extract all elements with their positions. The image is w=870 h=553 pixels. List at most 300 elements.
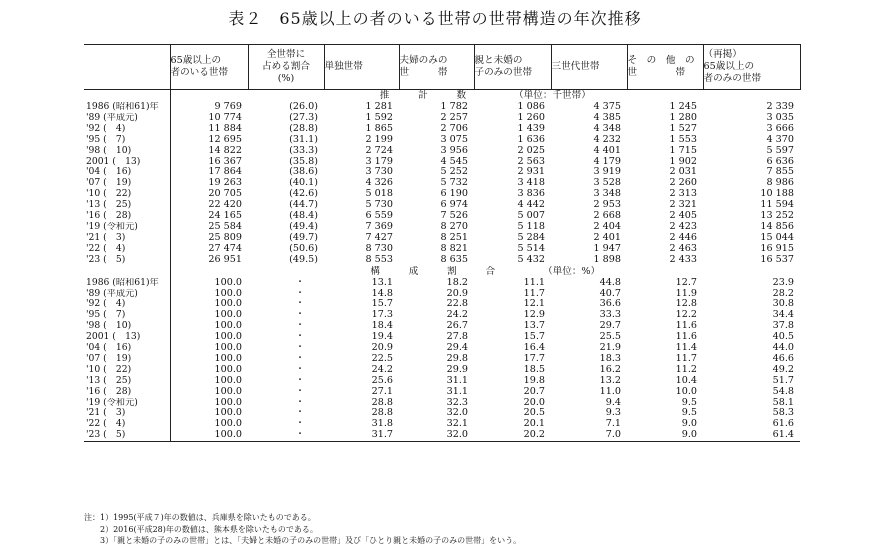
count-cell: 2 433 bbox=[669, 254, 697, 265]
ratio-cell: 22.5 bbox=[371, 353, 393, 364]
count-cell: 4 442 bbox=[517, 200, 545, 211]
ratio-cell: 31.7 bbox=[324, 430, 399, 441]
ratio-cell: 9.0 bbox=[627, 430, 703, 441]
count-cell: 2 199 bbox=[365, 134, 393, 145]
count-cell: 8 270 bbox=[440, 221, 468, 232]
table-row bbox=[84, 376, 800, 387]
table-row bbox=[84, 354, 800, 365]
count-cell: 8 635 bbox=[440, 254, 468, 265]
ratio-cell: 26.7 bbox=[446, 321, 468, 332]
ratio-cell: 9.5 bbox=[681, 397, 697, 408]
column-header-7: そ の 他 の 世 帯 bbox=[627, 45, 703, 90]
year-label: '22 ( 4) bbox=[86, 243, 126, 254]
ratio-cell: 100.0 bbox=[170, 310, 248, 321]
ratio-cell: 9.5 bbox=[681, 408, 697, 419]
count-cell: 4 348 bbox=[593, 123, 621, 134]
ratio-cell: 40.7 bbox=[599, 288, 621, 299]
ratio-cell: 58.3 bbox=[772, 408, 794, 419]
count-cell: 11 884 bbox=[170, 124, 248, 135]
ratio-cell: 100.0 bbox=[170, 289, 248, 300]
ratio-cell: 27.1 bbox=[371, 386, 393, 397]
table-row bbox=[84, 244, 800, 255]
ratio-cell: 20.2 bbox=[474, 430, 551, 441]
count-cell: 15 044 bbox=[760, 232, 794, 243]
year-label: '04 ( 16) bbox=[86, 343, 132, 354]
count-cell: 8 821 bbox=[440, 243, 468, 254]
count-cell: 1 260 bbox=[517, 112, 545, 123]
count-cell: 4 401 bbox=[593, 145, 621, 156]
ratio-cell: 34.4 bbox=[772, 310, 794, 321]
ratio-cell: 18.2 bbox=[446, 277, 468, 288]
ratio-cell: 31.1 bbox=[446, 386, 468, 397]
ratio-cell: 51.7 bbox=[772, 375, 794, 386]
table-row bbox=[84, 289, 800, 300]
year-label: '95 ( 7) bbox=[86, 310, 126, 321]
count-cell: 10 774 bbox=[170, 113, 248, 124]
column-header-6: 三世代世帯 bbox=[551, 45, 627, 90]
count-cell: 2 031 bbox=[669, 167, 697, 178]
column-header-5: 親と未婚の 子のみの世帯 bbox=[474, 45, 551, 90]
table-row bbox=[84, 102, 800, 113]
table-row bbox=[84, 343, 800, 354]
count-cell: 1 865 bbox=[365, 123, 393, 134]
count-cell: 6 636 bbox=[766, 156, 794, 167]
year-label: 1986 (昭和61)年 bbox=[86, 277, 159, 288]
ratio-cell: 100.0 bbox=[170, 430, 248, 441]
ratio-cell: 100.0 bbox=[170, 354, 248, 365]
year-label: '89 (平成元) bbox=[86, 112, 138, 123]
ratio-cell: ・ bbox=[295, 397, 305, 408]
count-cell: 3 528 bbox=[593, 178, 621, 189]
ratio-cell: 17.3 bbox=[371, 310, 393, 321]
count-cell: 5 252 bbox=[440, 167, 468, 178]
year-label: '07 ( 19) bbox=[86, 353, 132, 364]
ratio-cell: 13.7 bbox=[523, 321, 545, 332]
ratio-cell: 24.2 bbox=[446, 310, 468, 321]
ratio-cell: ・ bbox=[295, 299, 305, 310]
year-label: '13 ( 25) bbox=[86, 200, 132, 211]
ratio-cell: 29.8 bbox=[446, 353, 468, 364]
table-row bbox=[84, 200, 800, 211]
ratio-cell: 9.3 bbox=[605, 408, 621, 419]
ratio-cell: 28.2 bbox=[772, 288, 794, 299]
ratio-cell: ・ bbox=[295, 321, 305, 332]
section-heading bbox=[170, 90, 800, 103]
count-cell: (35.8) bbox=[289, 156, 318, 167]
count-cell: 16 537 bbox=[760, 254, 794, 265]
count-cell: 4 375 bbox=[593, 102, 621, 112]
table-row bbox=[84, 408, 800, 419]
count-cell: 2 463 bbox=[669, 243, 697, 254]
ratio-cell: ・ bbox=[295, 288, 305, 299]
year-label: '10 ( 22) bbox=[86, 364, 132, 375]
ratio-cell: 11.6 bbox=[675, 321, 697, 332]
ratio-cell: 28.8 bbox=[371, 397, 393, 408]
count-cell: 2 321 bbox=[669, 200, 697, 211]
count-cell: 1 947 bbox=[593, 243, 621, 254]
count-cell: 4 326 bbox=[365, 178, 393, 189]
count-cell: 2 563 bbox=[517, 156, 545, 167]
ratio-cell: 12.9 bbox=[523, 310, 545, 321]
ratio-cell: 11.6 bbox=[675, 332, 697, 343]
count-cell: 14 856 bbox=[760, 221, 794, 232]
year-label: '23 ( 5) bbox=[86, 254, 126, 265]
count-cell: 14 822 bbox=[170, 146, 248, 157]
year-label: '16 ( 28) bbox=[86, 211, 132, 222]
count-cell: 1 902 bbox=[669, 156, 697, 167]
count-cell: 2 339 bbox=[766, 102, 794, 112]
count-cell: 3 075 bbox=[440, 134, 468, 145]
section-unit: （単位：%） bbox=[543, 265, 601, 277]
count-cell: (31.1) bbox=[289, 134, 318, 145]
table-row bbox=[84, 365, 800, 376]
count-cell: 6 974 bbox=[440, 200, 468, 211]
count-cell: 2 724 bbox=[365, 145, 393, 156]
ratio-cell: 29.7 bbox=[599, 321, 621, 332]
ratio-cell: 12.2 bbox=[675, 310, 697, 321]
ratio-cell: 32.0 bbox=[446, 408, 468, 419]
table-row bbox=[84, 189, 800, 200]
count-cell: 25 809 bbox=[170, 233, 248, 244]
count-cell: (33.3) bbox=[289, 145, 318, 156]
ratio-cell: 11.9 bbox=[675, 288, 697, 299]
count-cell: 1 592 bbox=[365, 112, 393, 123]
footnote-2: 2）2016(平成28)年の数値は、熊本県を除いたものである。 bbox=[84, 524, 318, 534]
ratio-cell: 37.8 bbox=[772, 321, 794, 332]
ratio-cell: 11.7 bbox=[523, 288, 545, 299]
ratio-cell: 61.6 bbox=[772, 419, 794, 430]
ratio-cell: 16.2 bbox=[599, 364, 621, 375]
ratio-cell: 11.4 bbox=[675, 343, 697, 354]
count-cell: 1 245 bbox=[669, 102, 697, 112]
year-label: '16 ( 28) bbox=[86, 386, 132, 397]
count-cell: (44.7) bbox=[289, 200, 318, 211]
ratio-cell: 22.8 bbox=[446, 299, 468, 310]
ratio-cell: 11.1 bbox=[523, 277, 545, 288]
ratio-cell: 30.8 bbox=[772, 299, 794, 310]
column-header-1: 65歳以上の 者のいる世帯 bbox=[170, 45, 248, 90]
count-cell: 2 025 bbox=[517, 145, 545, 156]
table-row bbox=[84, 124, 800, 135]
count-cell: 5 597 bbox=[766, 145, 794, 156]
count-cell: 13 252 bbox=[760, 211, 794, 222]
ratio-cell: 25.6 bbox=[371, 375, 393, 386]
ratio-cell: 20.9 bbox=[371, 343, 393, 354]
ratio-cell: 20.7 bbox=[523, 386, 545, 397]
count-cell: (49.5) bbox=[289, 254, 318, 265]
household-structure-table bbox=[84, 44, 801, 442]
count-cell: 8 251 bbox=[440, 232, 468, 243]
ratio-cell: 24.2 bbox=[371, 364, 393, 375]
count-cell: 3 035 bbox=[766, 112, 794, 123]
column-header-2: 全世帯に 占める割合 (%) bbox=[248, 45, 324, 90]
footnotes bbox=[84, 512, 521, 547]
ratio-cell: 19.4 bbox=[371, 332, 393, 343]
ratio-cell: 27.8 bbox=[446, 332, 468, 343]
ratio-cell: ・ bbox=[295, 408, 305, 419]
year-label: '92 ( 4) bbox=[86, 299, 126, 310]
ratio-cell: 14.8 bbox=[371, 288, 393, 299]
count-cell: (49.7) bbox=[289, 232, 318, 243]
ratio-cell: 17.7 bbox=[523, 353, 545, 364]
ratio-cell: ・ bbox=[295, 364, 305, 375]
ratio-cell: 21.9 bbox=[599, 343, 621, 354]
table-row bbox=[84, 299, 800, 310]
ratio-cell: ・ bbox=[295, 343, 305, 354]
ratio-cell: 100.0 bbox=[170, 408, 248, 419]
count-cell: 27 474 bbox=[170, 244, 248, 255]
year-label: '07 ( 19) bbox=[86, 178, 132, 189]
year-label: 2001 ( 13) bbox=[86, 332, 141, 343]
ratio-cell: 32.3 bbox=[446, 397, 468, 408]
count-cell: 1 281 bbox=[365, 102, 393, 112]
count-cell: 7 526 bbox=[440, 211, 468, 222]
table-row bbox=[84, 255, 800, 266]
ratio-cell: 44.0 bbox=[772, 343, 794, 354]
count-cell: 2 446 bbox=[669, 232, 697, 243]
count-cell: 22 420 bbox=[170, 200, 248, 211]
count-cell: 8 986 bbox=[766, 178, 794, 189]
ratio-cell: 20.0 bbox=[523, 397, 545, 408]
table-row bbox=[84, 113, 800, 124]
ratio-cell: 20.5 bbox=[523, 408, 545, 419]
count-cell: 12 695 bbox=[170, 135, 248, 146]
ratio-cell: 100.0 bbox=[170, 278, 248, 289]
table-row bbox=[84, 222, 800, 233]
ratio-cell: 36.6 bbox=[599, 299, 621, 310]
ratio-cell: 25.5 bbox=[599, 332, 621, 343]
year-label: 2001 ( 13) bbox=[86, 156, 141, 167]
table-row bbox=[84, 233, 800, 244]
ratio-cell: ・ bbox=[248, 430, 324, 441]
year-label: '19 (令和元) bbox=[86, 397, 138, 408]
ratio-cell: 61.4 bbox=[703, 430, 800, 441]
count-cell: 3 956 bbox=[440, 145, 468, 156]
count-cell: 7 369 bbox=[365, 221, 393, 232]
count-cell: (49.4) bbox=[289, 221, 318, 232]
ratio-cell: 44.8 bbox=[599, 277, 621, 288]
count-cell: 4 385 bbox=[593, 112, 621, 123]
year-label: '98 ( 10) bbox=[86, 321, 132, 332]
count-cell: 24 165 bbox=[170, 211, 248, 222]
ratio-cell: 32.0 bbox=[399, 430, 474, 441]
count-cell: 2 260 bbox=[669, 178, 697, 189]
count-cell: 1 280 bbox=[669, 112, 697, 123]
count-cell: 4 179 bbox=[593, 156, 621, 167]
section-heading bbox=[170, 266, 800, 278]
count-cell: (50.6) bbox=[289, 243, 318, 254]
table-row bbox=[84, 178, 800, 189]
section-row-ratios bbox=[84, 266, 800, 278]
table-row bbox=[84, 332, 800, 343]
count-cell: 5 118 bbox=[517, 221, 545, 232]
count-cell: (42.6) bbox=[289, 189, 318, 200]
count-cell: 3 730 bbox=[365, 167, 393, 178]
table-row bbox=[84, 419, 800, 430]
ratio-cell: ・ bbox=[295, 353, 305, 364]
ratio-cell: 16.4 bbox=[523, 343, 545, 354]
ratio-cell: ・ bbox=[295, 332, 305, 343]
ratio-cell: 31.1 bbox=[446, 375, 468, 386]
table-row bbox=[84, 430, 800, 441]
count-cell: 5 730 bbox=[365, 200, 393, 211]
ratio-cell: 100.0 bbox=[170, 376, 248, 387]
ratio-cell: 9.4 bbox=[605, 397, 621, 408]
count-cell: 7 855 bbox=[766, 167, 794, 178]
footnote-3: 3）「親と未婚の子のみの世帯」とは、「夫婦と未婚の子のみの世帯」及び「ひとり親と未婚の子のみの世帯」をいう。 bbox=[84, 536, 522, 545]
year-label: '98 ( 10) bbox=[86, 145, 132, 156]
section-spacer bbox=[84, 266, 170, 278]
count-cell: 2 404 bbox=[593, 221, 621, 232]
count-cell: 5 732 bbox=[440, 178, 468, 189]
year-label: '95 ( 7) bbox=[86, 134, 126, 145]
count-cell: 7 427 bbox=[365, 232, 393, 243]
ratio-cell: 100.0 bbox=[170, 332, 248, 343]
count-cell: 11 594 bbox=[760, 200, 794, 211]
count-cell: 2 953 bbox=[593, 200, 621, 211]
count-cell: 19 263 bbox=[170, 178, 248, 189]
count-cell: 2 706 bbox=[440, 123, 468, 134]
ratio-cell: 100.0 bbox=[170, 398, 248, 409]
ratio-cell: ・ bbox=[295, 375, 305, 386]
ratio-cell: 10.4 bbox=[675, 375, 697, 386]
ratio-cell: 32.1 bbox=[446, 419, 468, 430]
table-row bbox=[84, 167, 800, 178]
section-row-counts bbox=[84, 90, 800, 103]
year-label: '22 ( 4) bbox=[86, 419, 126, 430]
count-cell: 10 188 bbox=[760, 189, 794, 200]
ratio-cell: 20.9 bbox=[446, 288, 468, 299]
footnote-1: 注：1）1995(平成７)年の数値は、兵庫県を除いたものである。 bbox=[84, 513, 316, 522]
year-label: '13 ( 25) bbox=[86, 375, 132, 386]
ratio-cell: 28.8 bbox=[371, 408, 393, 419]
table-row bbox=[84, 398, 800, 409]
header-row bbox=[84, 45, 800, 90]
count-cell: 3 666 bbox=[766, 123, 794, 134]
year-label: '19 (令和元) bbox=[86, 221, 138, 232]
count-cell: 6 190 bbox=[440, 189, 468, 200]
year-label: '10 ( 22) bbox=[86, 189, 132, 200]
count-cell: 4 545 bbox=[440, 156, 468, 167]
count-cell: 9 769 bbox=[170, 102, 248, 113]
year-label: '04 ( 16) bbox=[86, 167, 132, 178]
ratio-cell: 18.5 bbox=[523, 364, 545, 375]
ratio-cell: 18.4 bbox=[371, 321, 393, 332]
column-header-0 bbox=[84, 45, 170, 90]
count-cell: 4 232 bbox=[593, 134, 621, 145]
page-title: 表２ 65歳以上の者のいる世帯の世帯構造の年次推移 bbox=[228, 9, 642, 28]
count-cell: 1 439 bbox=[517, 123, 545, 134]
count-cell: 17 864 bbox=[170, 167, 248, 178]
count-cell: 8 730 bbox=[365, 243, 393, 254]
ratio-cell: 49.2 bbox=[772, 364, 794, 375]
column-header-4: 夫婦のみの 世 帯 bbox=[399, 45, 474, 90]
ratio-cell: ・ bbox=[295, 277, 305, 288]
ratio-cell: 11.0 bbox=[599, 386, 621, 397]
year-label: '92 ( 4) bbox=[86, 123, 126, 134]
count-cell: 2 313 bbox=[669, 189, 697, 200]
table-row bbox=[84, 387, 800, 398]
count-cell: 1 553 bbox=[669, 134, 697, 145]
count-cell: (48.4) bbox=[289, 211, 318, 222]
count-cell: (27.3) bbox=[289, 112, 318, 123]
count-cell: 1 782 bbox=[440, 102, 468, 112]
ratio-cell: 100.0 bbox=[170, 365, 248, 376]
count-cell: 6 559 bbox=[365, 211, 393, 222]
year-label: '21 ( 3) bbox=[86, 408, 126, 419]
table-row bbox=[84, 135, 800, 146]
year-label: '89 (平成元) bbox=[86, 288, 138, 299]
ratio-cell: ・ bbox=[295, 386, 305, 397]
count-cell: 2 401 bbox=[593, 232, 621, 243]
count-cell: 4 370 bbox=[766, 134, 794, 145]
ratio-cell: 18.3 bbox=[599, 353, 621, 364]
table-row bbox=[84, 278, 800, 289]
ratio-cell: 12.1 bbox=[523, 299, 545, 310]
column-header-8: （再掲） 65歳以上の 者のみの世帯 bbox=[703, 45, 800, 90]
ratio-cell: 29.9 bbox=[446, 364, 468, 375]
year-label: '23 ( 5) bbox=[84, 430, 170, 441]
table-row bbox=[84, 321, 800, 332]
count-cell: 2 931 bbox=[517, 167, 545, 178]
ratio-cell: 12.7 bbox=[675, 277, 697, 288]
count-cell: 16 915 bbox=[760, 243, 794, 254]
year-label: 1986 (昭和61)年 bbox=[86, 102, 159, 112]
ratio-cell: 31.8 bbox=[371, 419, 393, 430]
ratio-cell: 100.0 bbox=[170, 343, 248, 354]
count-cell: (28.8) bbox=[289, 123, 318, 134]
ratio-cell: 10.0 bbox=[675, 386, 697, 397]
ratio-cell: 13.1 bbox=[371, 277, 393, 288]
count-cell: 2 405 bbox=[669, 211, 697, 222]
count-cell: 1 636 bbox=[517, 134, 545, 145]
table-body bbox=[84, 90, 800, 442]
count-cell: 3 418 bbox=[517, 178, 545, 189]
count-cell: 8 553 bbox=[365, 254, 393, 265]
ratio-cell: 12.8 bbox=[675, 299, 697, 310]
ratio-cell: 29.4 bbox=[446, 343, 468, 354]
table-row bbox=[84, 310, 800, 321]
ratio-cell: 7.1 bbox=[605, 419, 621, 430]
count-cell: 26 951 bbox=[170, 255, 248, 266]
ratio-cell: 15.7 bbox=[523, 332, 545, 343]
ratio-cell: ・ bbox=[295, 419, 305, 430]
ratio-cell: ・ bbox=[295, 310, 305, 321]
count-cell: 2 668 bbox=[593, 211, 621, 222]
ratio-cell: 9.0 bbox=[681, 419, 697, 430]
count-cell: 20 705 bbox=[170, 189, 248, 200]
count-cell: 1 086 bbox=[517, 102, 545, 112]
ratio-cell: 11.2 bbox=[675, 364, 697, 375]
count-cell: 5 284 bbox=[517, 232, 545, 243]
count-cell: (26.0) bbox=[289, 102, 318, 112]
table-row bbox=[84, 211, 800, 222]
year-label: '21 ( 3) bbox=[86, 232, 126, 243]
ratio-cell: 46.6 bbox=[772, 353, 794, 364]
ratio-cell: 33.3 bbox=[599, 310, 621, 321]
table-row bbox=[84, 146, 800, 157]
count-cell: 5 432 bbox=[517, 254, 545, 265]
ratio-cell: 58.1 bbox=[772, 397, 794, 408]
count-cell: 16 367 bbox=[170, 157, 248, 168]
count-cell: 3 179 bbox=[365, 156, 393, 167]
count-cell: (40.1) bbox=[289, 178, 318, 189]
count-cell: 3 348 bbox=[593, 189, 621, 200]
ratio-cell: 100.0 bbox=[170, 299, 248, 310]
count-cell: 2 257 bbox=[440, 112, 468, 123]
section-title: 推 計 数 bbox=[379, 90, 467, 101]
ratio-cell: 20.1 bbox=[523, 419, 545, 430]
